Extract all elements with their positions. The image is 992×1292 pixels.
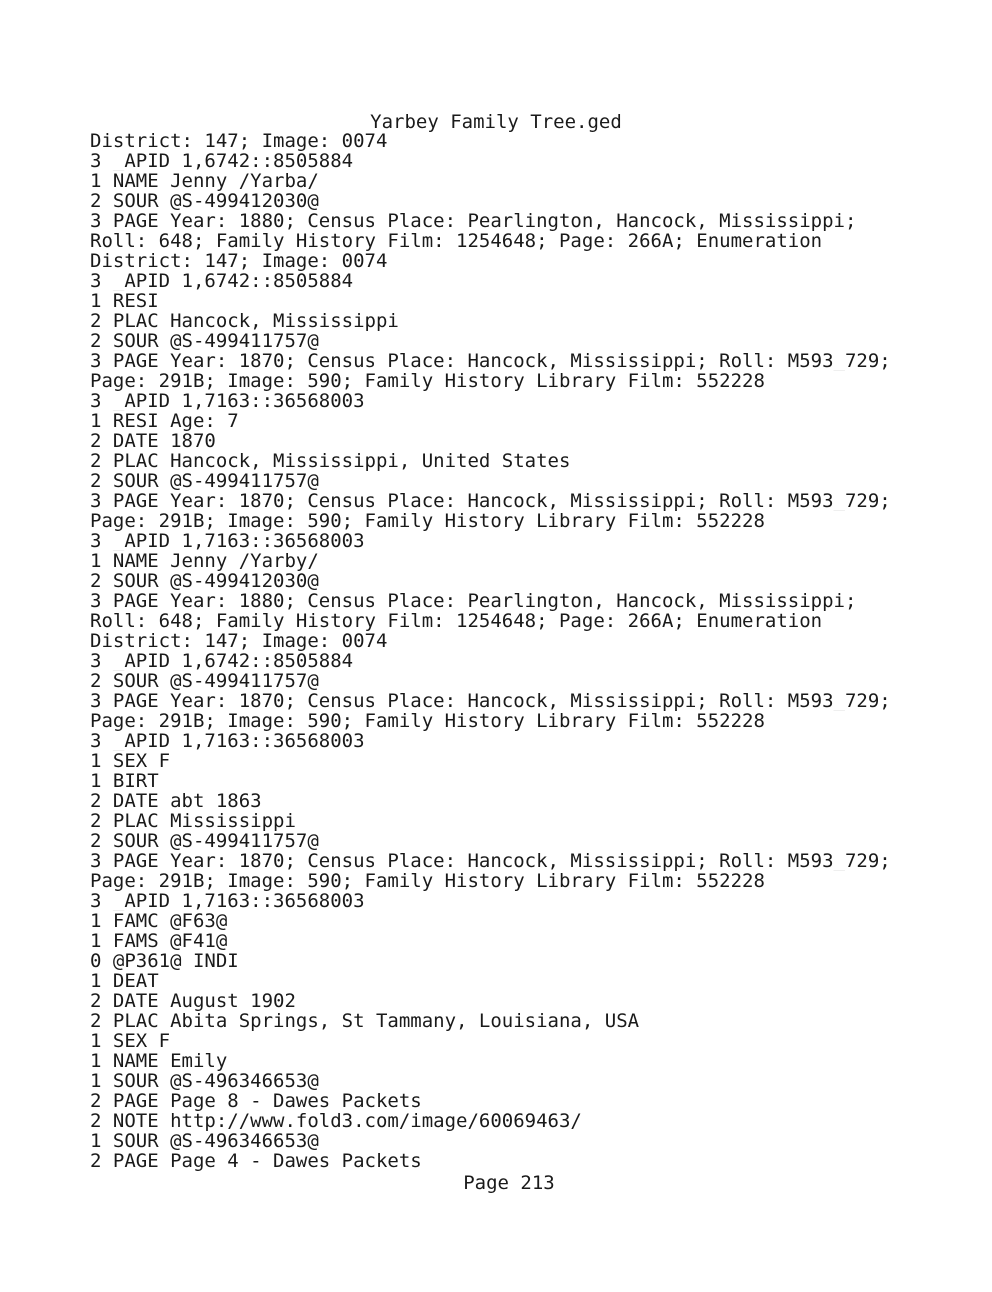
gedcom-line: 2 SOUR @S-499412030@ bbox=[90, 571, 319, 591]
gedcom-line: 3 PAGE Year: 1870; Census Place: Hancock, Mississippi; Roll: M593_729; bbox=[90, 691, 891, 711]
gedcom-line: 1 SEX F bbox=[90, 1031, 171, 1051]
gedcom-line: Page: 291B; Image: 590; Family History Library Film: 552228 bbox=[90, 871, 765, 891]
gedcom-line: 1 SOUR @S-496346653@ bbox=[90, 1071, 319, 1091]
gedcom-line: 3 _APID 1,7163::36568003 bbox=[90, 531, 365, 551]
gedcom-line: 3 PAGE Year: 1870; Census Place: Hancock, Mississippi; Roll: M593_729; bbox=[90, 491, 891, 511]
gedcom-line: 1 SEX F bbox=[90, 751, 171, 771]
gedcom-line: 1 RESI bbox=[90, 291, 159, 311]
gedcom-line: 2 NOTE http://www.fold3.com/image/60069463/ bbox=[90, 1111, 582, 1131]
gedcom-line: 3 _APID 1,7163::36568003 bbox=[90, 891, 365, 911]
gedcom-line: 2 SOUR @S-499412030@ bbox=[90, 191, 319, 211]
gedcom-line: 3 _APID 1,6742::8505884 bbox=[90, 651, 354, 671]
gedcom-line: 2 DATE August 1902 bbox=[90, 991, 296, 1011]
gedcom-line: 1 RESI Age: 7 bbox=[90, 411, 239, 431]
gedcom-line: 2 SOUR @S-499411757@ bbox=[90, 671, 319, 691]
gedcom-line: Roll: 648; Family History Film: 1254648; Page: 266A; Enumeration bbox=[90, 611, 823, 631]
gedcom-line: 2 PAGE Page 8 - Dawes Packets bbox=[90, 1091, 422, 1111]
gedcom-record-list bbox=[90, 131, 970, 1171]
gedcom-line: 2 PAGE Page 4 - Dawes Packets bbox=[90, 1151, 422, 1171]
gedcom-line: 2 PLAC Hancock, Mississippi bbox=[90, 311, 399, 331]
gedcom-line: District: 147; Image: 0074 bbox=[90, 631, 388, 651]
gedcom-line: 1 NAME Jenny /Yarba/ bbox=[90, 171, 319, 191]
page-number: Page 213 bbox=[463, 1172, 555, 1194]
gedcom-line: 1 BIRT bbox=[90, 771, 159, 791]
gedcom-line: 0 @P361@ INDI bbox=[90, 951, 239, 971]
gedcom-line: 3 _APID 1,7163::36568003 bbox=[90, 391, 365, 411]
gedcom-line: Page: 291B; Image: 590; Family History Library Film: 552228 bbox=[90, 711, 765, 731]
gedcom-line: 2 SOUR @S-499411757@ bbox=[90, 831, 319, 851]
gedcom-line: 1 NAME Emily bbox=[90, 1051, 228, 1071]
gedcom-line: Roll: 648; Family History Film: 1254648; Page: 266A; Enumeration bbox=[90, 231, 823, 251]
gedcom-line: District: 147; Image: 0074 bbox=[90, 131, 388, 151]
gedcom-line: 1 FAMC @F63@ bbox=[90, 911, 228, 931]
gedcom-line: 3 PAGE Year: 1880; Census Place: Pearlington, Hancock, Mississippi; bbox=[90, 591, 857, 611]
gedcom-line: 3 _APID 1,6742::8505884 bbox=[90, 151, 354, 171]
gedcom-line: 3 _APID 1,6742::8505884 bbox=[90, 271, 354, 291]
gedcom-line: 2 PLAC Mississippi bbox=[90, 811, 296, 831]
gedcom-line: Page: 291B; Image: 590; Family History Library Film: 552228 bbox=[90, 371, 765, 391]
gedcom-line: 2 SOUR @S-499411757@ bbox=[90, 471, 319, 491]
gedcom-line: 1 FAMS @F41@ bbox=[90, 931, 228, 951]
document-title: Yarbey Family Tree.ged bbox=[370, 111, 622, 133]
gedcom-line: 2 DATE 1870 bbox=[90, 431, 216, 451]
gedcom-line: District: 147; Image: 0074 bbox=[90, 251, 388, 271]
gedcom-line: 1 DEAT bbox=[90, 971, 159, 991]
gedcom-line: 2 DATE abt 1863 bbox=[90, 791, 262, 811]
gedcom-line: 3 PAGE Year: 1870; Census Place: Hancock, Mississippi; Roll: M593_729; bbox=[90, 851, 891, 871]
gedcom-line: 2 PLAC Hancock, Mississippi, United States bbox=[90, 451, 571, 471]
gedcom-line: Page: 291B; Image: 590; Family History Library Film: 552228 bbox=[90, 511, 765, 531]
gedcom-line: 3 _APID 1,7163::36568003 bbox=[90, 731, 365, 751]
gedcom-line: 1 NAME Jenny /Yarby/ bbox=[90, 551, 319, 571]
gedcom-line: 3 PAGE Year: 1870; Census Place: Hancock, Mississippi; Roll: M593_729; bbox=[90, 351, 891, 371]
gedcom-line: 2 PLAC Abita Springs, St Tammany, Louisiana, USA bbox=[90, 1011, 640, 1031]
gedcom-line: 3 PAGE Year: 1880; Census Place: Pearlington, Hancock, Mississippi; bbox=[90, 211, 857, 231]
gedcom-line: 1 SOUR @S-496346653@ bbox=[90, 1131, 319, 1151]
gedcom-line: 2 SOUR @S-499411757@ bbox=[90, 331, 319, 351]
